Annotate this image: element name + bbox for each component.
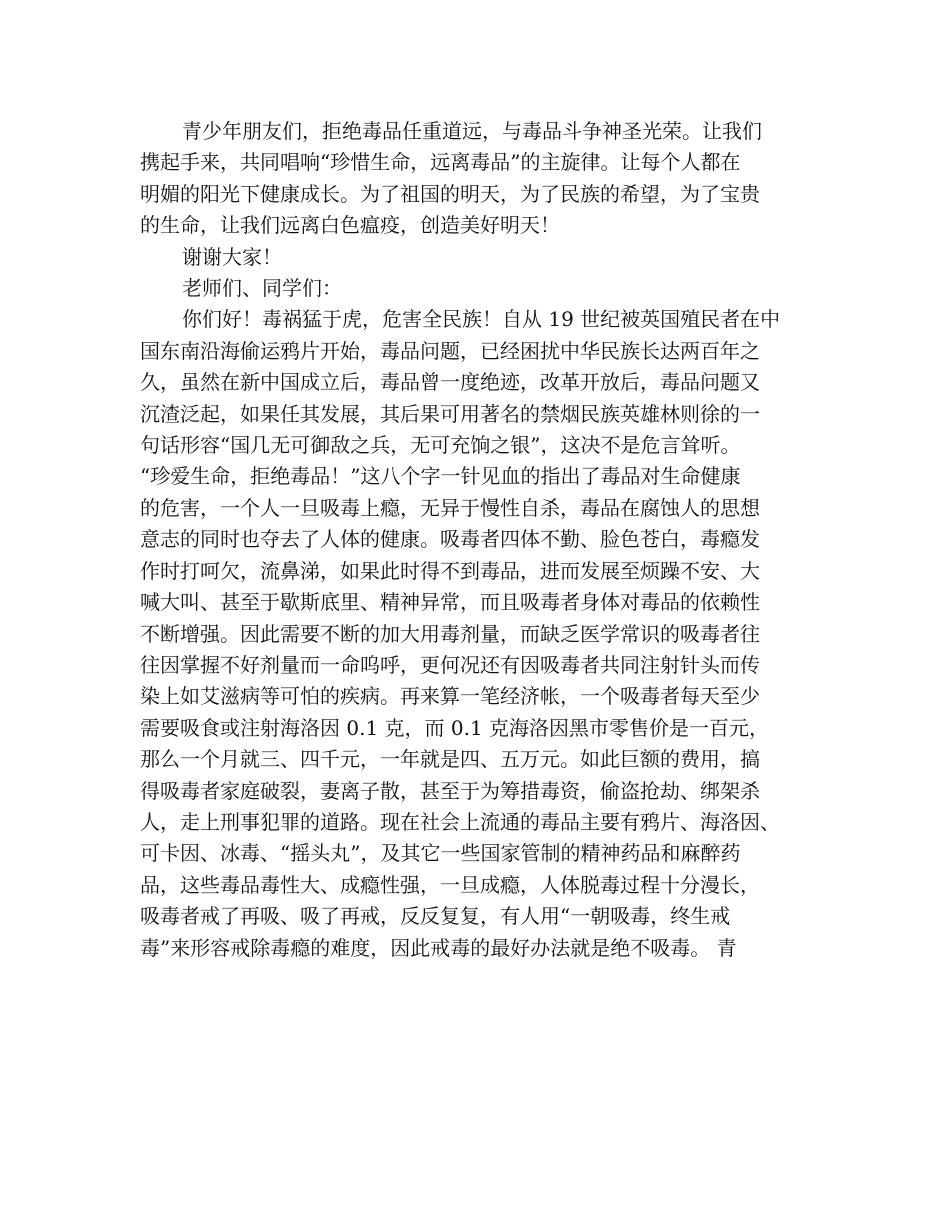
text-line: 不断增强。因此需要不断的加大用毒剂量，而缺乏医学常识的吸毒者往 [140,621,760,646]
document-body [140,116,812,964]
text-line: 谢谢大家！ [182,244,282,269]
text-line: 需要吸食或注射海洛因 0.1 克，而 0.1 克海洛因黑市零售价是一百元， [140,715,770,740]
text-line: 你们好！毒祸猛于虎，危害全民族！自从 19 世纪被英国殖民者在中 [182,307,781,332]
text-line: “珍爱生命，拒绝毒品！”这八个字一针见血的指出了毒品对生命健康 [140,464,741,489]
text-line: 青少年朋友们，拒绝毒品任重道远，与毒品斗争神圣光荣。让我们 [182,119,762,143]
text-line: 明媚的阳光下健康成长。为了祖国的明天，为了民族的希望，为了宝贵 [140,181,760,206]
text-line: 老师们、同学们： [182,276,342,301]
text-line: 句话形容“国几无可御敌之兵，无可充饷之银”，这决不是危言耸听。 [140,433,741,458]
text-line: 染上如艾滋病等可怕的疾病。再来算一笔经济帐，一个吸毒者每天至少 [140,684,760,709]
paragraph-thanks [140,242,812,273]
text-line: 的生命，让我们远离白色瘟疫，创造美好明天！ [140,213,560,238]
text-line: 毒”来形容戒除毒瘾的难度，因此戒毒的最好办法就是绝不吸毒。 青 [140,935,737,960]
text-line: 作时打呵欠，流鼻涕，如果此时得不到毒品，进而发展至烦躁不安、大 [140,558,760,583]
text-line: 意志的同时也夺去了人体的健康。吸毒者四体不勤、脸色苍白，毒瘾发 [140,527,760,552]
text-line: 得吸毒者家庭破裂，妻离子散，甚至于为筹措毒资，偷盗抢劫、绑架杀 [140,778,760,803]
text-line: 往因掌握不好剂量而一命呜呼，更何况还有因吸毒者共同注射针头而传 [140,652,760,677]
paragraph-speech-body [140,304,812,964]
text-line: 品，这些毒品毒性大、成瘾性强，一旦成瘾，人体脱毒过程十分漫长， [140,872,760,897]
text-line: 沉渣泛起，如果任其发展，其后果可用著名的禁烟民族英雄林则徐的一 [140,401,760,426]
text-line: 人，走上刑事犯罪的道路。现在社会上流通的毒品主要有鸦片、海洛因、 [140,809,780,834]
text-line: 可卡因、冰毒、“摇头丸”，及其它一些国家管制的精神药品和麻醉药 [140,841,741,866]
text-line: 喊大叫、甚至于歇斯底里、精神异常，而且吸毒者身体对毒品的依赖性 [140,590,760,615]
text-line: 的危害，一个人一旦吸毒上瘾，无异于慢性自杀，毒品在腐蚀人的思想 [140,495,760,520]
text-line: 国东南沿海偷运鸦片开始，毒品问题，已经困扰中华民族长达两百年之 [140,338,760,363]
text-line: 久，虽然在新中国成立后，毒品曾一度绝迹，改革开放后，毒品问题又 [140,370,760,395]
text-line: 那么一个月就三、四千元，一年就是四、五万元。如此巨额的费用，搞 [140,747,760,772]
text-line: 携起手来，共同唱响“珍惜生命，远离毒品”的主旋律。让每个人都在 [140,150,741,175]
paragraph-salutation [140,273,812,304]
paragraph-closing-appeal [140,116,812,242]
text-line: 吸毒者戒了再吸、吸了再戒，反反复复，有人用“一朝吸毒，终生戒 [140,904,731,929]
